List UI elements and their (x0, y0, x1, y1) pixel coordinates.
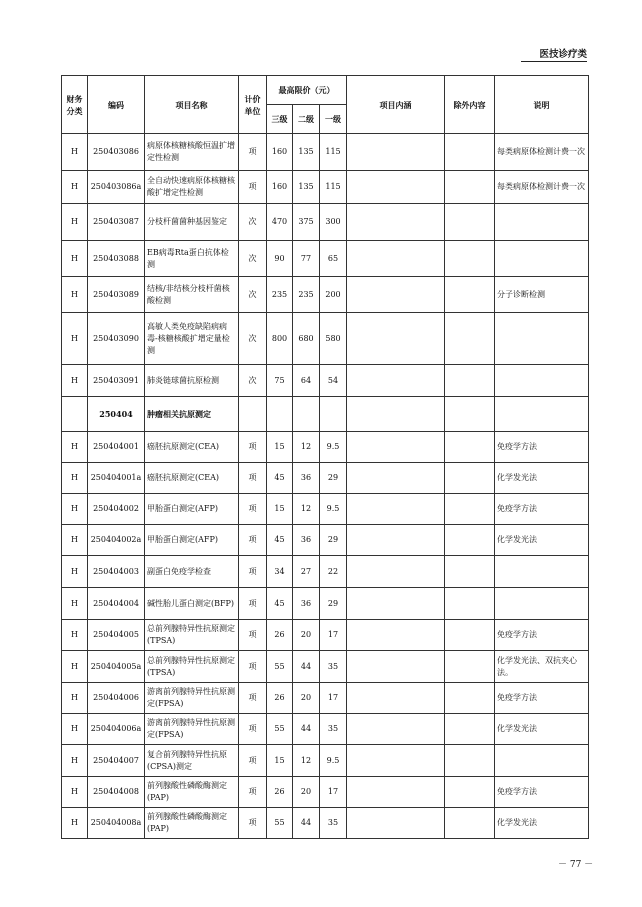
cell-code: 250404001 (88, 432, 145, 463)
cell-price-level2: 12 (293, 494, 320, 525)
cell-price-level3: 45 (267, 525, 293, 556)
cell-notes: 化学发光法 (495, 714, 589, 745)
cell-price-level1: 65 (320, 241, 347, 277)
cell-price-level3: 55 (267, 714, 293, 745)
cell-price-level1: 35 (320, 808, 347, 839)
cell-exclusions (445, 525, 495, 556)
cell-item-name: 碱性胎儿蛋白测定(BFP) (145, 588, 239, 620)
header-level3: 三级 (267, 105, 293, 134)
cell-price-level1: 54 (320, 365, 347, 397)
cell-unit: 次 (239, 277, 267, 313)
cell-code: 250404004 (88, 588, 145, 620)
cell-fin-class: H (62, 204, 88, 241)
cell-fin-class: H (62, 525, 88, 556)
cell-price-level2: 20 (293, 777, 320, 808)
cell-item-name: EB病毒Rta蛋白抗体检测 (145, 241, 239, 277)
cell-code: 250404002 (88, 494, 145, 525)
cell-unit: 次 (239, 313, 267, 365)
cell-notes (495, 204, 589, 241)
table-row (62, 204, 589, 241)
cell-exclusions (445, 494, 495, 525)
cell-price-level2: 36 (293, 525, 320, 556)
cell-item-name: 前列腺酸性磷酸酶测定(PAP) (145, 777, 239, 808)
cell-price-level2: 27 (293, 556, 320, 588)
table-row (62, 241, 589, 277)
cell-item-name: 分枝杆菌菌种基因鉴定 (145, 204, 239, 241)
cell-content (347, 620, 445, 651)
table-row (62, 313, 589, 365)
cell-notes (495, 365, 589, 397)
cell-price-level1: 29 (320, 525, 347, 556)
table-row (62, 432, 589, 463)
cell-price-level3: 26 (267, 777, 293, 808)
cell-exclusions (445, 808, 495, 839)
cell-fin-class: H (62, 745, 88, 777)
cell-unit: 项 (239, 525, 267, 556)
cell-content (347, 313, 445, 365)
cell-content (347, 525, 445, 556)
cell-item-name: 高敏人类免疫缺陷病病毒-核糖核酸扩增定量检测 (145, 313, 239, 365)
fee-table (61, 75, 589, 839)
cell-price-level1: 200 (320, 277, 347, 313)
cell-code: 250403086 (88, 134, 145, 171)
cell-notes (495, 556, 589, 588)
cell-content (347, 463, 445, 494)
cell-fin-class: H (62, 277, 88, 313)
cell-exclusions (445, 313, 495, 365)
cell-unit: 项 (239, 432, 267, 463)
header-unit: 计价单位 (239, 76, 267, 134)
cell-exclusions (445, 277, 495, 313)
cell-item-name: 病原体核糖核酸恒温扩增定性检测 (145, 134, 239, 171)
cell-item-name: 总前列腺特异性抗原测定(TPSA) (145, 651, 239, 683)
cell-content (347, 204, 445, 241)
cell-code: 250403091 (88, 365, 145, 397)
cell-code: 250403088 (88, 241, 145, 277)
cell-notes: 化学发光法 (495, 525, 589, 556)
cell-code: 250404001a (88, 463, 145, 494)
cell-fin-class: H (62, 683, 88, 714)
cell-price-level2: 77 (293, 241, 320, 277)
cell-fin-class: H (62, 714, 88, 745)
cell-fin-class: H (62, 134, 88, 171)
cell-price-level1: 29 (320, 588, 347, 620)
cell-price-level3: 26 (267, 683, 293, 714)
cell-content (347, 651, 445, 683)
cell-fin-class: H (62, 365, 88, 397)
cell-code: 250403089 (88, 277, 145, 313)
cell-price-level1: 9.5 (320, 745, 347, 777)
cell-price-level3: 55 (267, 651, 293, 683)
table-row (62, 525, 589, 556)
header-code: 编码 (88, 76, 145, 134)
cell-notes (495, 745, 589, 777)
cell-item-name: 全自动快速病原体核糖核酸扩增定性检测 (145, 171, 239, 204)
cell-fin-class: H (62, 777, 88, 808)
cell-exclusions (445, 397, 495, 432)
cell-price-level2: 12 (293, 745, 320, 777)
cell-item-name: 结核/非结核分枝杆菌核酸检测 (145, 277, 239, 313)
cell-price-level1: 17 (320, 620, 347, 651)
cell-content (347, 777, 445, 808)
page-category-header: 医技诊疗类 (539, 49, 587, 60)
table-row (62, 556, 589, 588)
cell-exclusions (445, 134, 495, 171)
cell-code: 250403090 (88, 313, 145, 365)
page-number: － 77 － (558, 860, 594, 870)
cell-price-level2: 235 (293, 277, 320, 313)
cell-exclusions (445, 777, 495, 808)
table-row (62, 588, 589, 620)
cell-unit: 项 (239, 745, 267, 777)
cell-unit: 项 (239, 714, 267, 745)
cell-price-level2: 12 (293, 432, 320, 463)
cell-code: 250403087 (88, 204, 145, 241)
cell-content (347, 171, 445, 204)
cell-exclusions (445, 432, 495, 463)
cell-notes: 每类病原体检测计费一次 (495, 134, 589, 171)
table-row (62, 714, 589, 745)
table-row (62, 277, 589, 313)
cell-price-level1: 35 (320, 714, 347, 745)
cell-unit: 次 (239, 204, 267, 241)
cell-content (347, 134, 445, 171)
cell-price-level2: 375 (293, 204, 320, 241)
cell-price-level2 (293, 397, 320, 432)
cell-price-level3: 34 (267, 556, 293, 588)
cell-fin-class: H (62, 651, 88, 683)
cell-price-level3: 15 (267, 494, 293, 525)
cell-price-level3: 235 (267, 277, 293, 313)
cell-price-level1: 29 (320, 463, 347, 494)
table-row (62, 171, 589, 204)
cell-exclusions (445, 588, 495, 620)
cell-unit: 项 (239, 588, 267, 620)
cell-notes: 免疫学方法 (495, 432, 589, 463)
cell-price-level3: 160 (267, 134, 293, 171)
table-row (62, 494, 589, 525)
section-row (62, 397, 589, 432)
cell-fin-class: H (62, 241, 88, 277)
cell-unit: 次 (239, 365, 267, 397)
cell-unit: 项 (239, 620, 267, 651)
cell-notes: 化学发光法 (495, 463, 589, 494)
cell-item-name: 肿瘤相关抗原测定 (145, 397, 239, 432)
cell-code: 250404007 (88, 745, 145, 777)
header-rule (521, 61, 587, 62)
cell-fin-class: H (62, 556, 88, 588)
table-row (62, 745, 589, 777)
cell-notes: 免疫学方法 (495, 620, 589, 651)
cell-fin-class: H (62, 313, 88, 365)
cell-price-level1: 115 (320, 171, 347, 204)
cell-code: 250404006a (88, 714, 145, 745)
table-row (62, 777, 589, 808)
table-header-row (62, 76, 589, 105)
cell-code: 250404002a (88, 525, 145, 556)
cell-unit (239, 397, 267, 432)
cell-code: 250403086a (88, 171, 145, 204)
cell-exclusions (445, 241, 495, 277)
cell-content (347, 494, 445, 525)
cell-price-level1: 22 (320, 556, 347, 588)
cell-item-name: 肺炎链球菌抗原检测 (145, 365, 239, 397)
cell-price-level3: 160 (267, 171, 293, 204)
cell-price-level3: 800 (267, 313, 293, 365)
cell-exclusions (445, 463, 495, 494)
cell-item-name: 总前列腺特异性抗原测定(TPSA) (145, 620, 239, 651)
cell-price-level3: 45 (267, 588, 293, 620)
table-row (62, 683, 589, 714)
cell-price-level2: 44 (293, 651, 320, 683)
cell-price-level1: 17 (320, 777, 347, 808)
cell-exclusions (445, 365, 495, 397)
cell-price-level1: 115 (320, 134, 347, 171)
table-row (62, 620, 589, 651)
cell-fin-class: H (62, 432, 88, 463)
cell-notes: 每类病原体检测计费一次 (495, 171, 589, 204)
cell-unit: 项 (239, 494, 267, 525)
header-notes: 说明 (495, 76, 589, 134)
cell-exclusions (445, 745, 495, 777)
cell-price-level3: 55 (267, 808, 293, 839)
cell-content (347, 714, 445, 745)
cell-notes: 免疫学方法 (495, 777, 589, 808)
cell-item-name: 癌胚抗原测定(CEA) (145, 432, 239, 463)
cell-price-level3: 470 (267, 204, 293, 241)
table-row (62, 808, 589, 839)
cell-item-name: 游离前列腺特异性抗原测定(FPSA) (145, 714, 239, 745)
cell-item-name: 游离前列腺特异性抗原测定(FPSA) (145, 683, 239, 714)
cell-code: 250404005 (88, 620, 145, 651)
cell-content (347, 683, 445, 714)
cell-item-name: 前列腺酸性磷酸酶测定(PAP) (145, 808, 239, 839)
header-max-price: 最高限价（元） (267, 76, 347, 105)
cell-notes: 化学发光法 (495, 808, 589, 839)
cell-price-level1: 17 (320, 683, 347, 714)
cell-price-level2: 135 (293, 171, 320, 204)
cell-exclusions (445, 620, 495, 651)
header-level1: 一级 (320, 105, 347, 134)
cell-price-level3: 15 (267, 432, 293, 463)
cell-unit: 次 (239, 241, 267, 277)
cell-fin-class: H (62, 588, 88, 620)
cell-content (347, 365, 445, 397)
cell-notes: 化学发光法、双抗夹心法。 (495, 651, 589, 683)
cell-price-level2: 135 (293, 134, 320, 171)
cell-exclusions (445, 683, 495, 714)
cell-content (347, 588, 445, 620)
cell-code: 250404005a (88, 651, 145, 683)
cell-price-level2: 64 (293, 365, 320, 397)
cell-price-level1: 580 (320, 313, 347, 365)
cell-price-level1: 300 (320, 204, 347, 241)
cell-price-level1: 9.5 (320, 432, 347, 463)
cell-fin-class: H (62, 494, 88, 525)
cell-price-level3: 26 (267, 620, 293, 651)
cell-price-level1: 9.5 (320, 494, 347, 525)
header-fin-class: 财务分类 (62, 76, 88, 134)
cell-price-level1: 35 (320, 651, 347, 683)
cell-price-level3 (267, 397, 293, 432)
cell-price-level2: 20 (293, 620, 320, 651)
header-exclusions: 除外内容 (445, 76, 495, 134)
cell-price-level3: 75 (267, 365, 293, 397)
cell-fin-class: H (62, 620, 88, 651)
cell-code: 250404008 (88, 777, 145, 808)
cell-code: 250404 (88, 397, 145, 432)
table-row (62, 463, 589, 494)
cell-unit: 项 (239, 683, 267, 714)
header-item-name: 项目名称 (145, 76, 239, 134)
cell-content (347, 277, 445, 313)
cell-item-name: 副蛋白免疫学检查 (145, 556, 239, 588)
cell-unit: 项 (239, 651, 267, 683)
cell-item-name: 复合前列腺特异性抗原(CPSA)测定 (145, 745, 239, 777)
cell-unit: 项 (239, 808, 267, 839)
cell-content (347, 556, 445, 588)
cell-exclusions (445, 651, 495, 683)
cell-content (347, 808, 445, 839)
header-level2: 二级 (293, 105, 320, 134)
cell-price-level2: 44 (293, 714, 320, 745)
cell-exclusions (445, 556, 495, 588)
cell-price-level2: 36 (293, 588, 320, 620)
cell-unit: 项 (239, 134, 267, 171)
cell-price-level3: 45 (267, 463, 293, 494)
cell-fin-class: H (62, 463, 88, 494)
cell-fin-class: H (62, 171, 88, 204)
cell-unit: 项 (239, 777, 267, 808)
cell-price-level1 (320, 397, 347, 432)
cell-notes: 免疫学方法 (495, 494, 589, 525)
cell-fin-class (62, 397, 88, 432)
cell-price-level2: 44 (293, 808, 320, 839)
cell-unit: 项 (239, 171, 267, 204)
cell-price-level2: 680 (293, 313, 320, 365)
cell-exclusions (445, 204, 495, 241)
cell-item-name: 甲胎蛋白测定(AFP) (145, 525, 239, 556)
cell-content (347, 745, 445, 777)
cell-item-name: 甲胎蛋白测定(AFP) (145, 494, 239, 525)
cell-notes (495, 397, 589, 432)
cell-price-level2: 36 (293, 463, 320, 494)
cell-content (347, 432, 445, 463)
cell-unit: 项 (239, 556, 267, 588)
cell-content (347, 397, 445, 432)
cell-exclusions (445, 171, 495, 204)
table-row (62, 134, 589, 171)
cell-code: 250404008a (88, 808, 145, 839)
cell-item-name: 癌胚抗原测定(CEA) (145, 463, 239, 494)
cell-price-level2: 20 (293, 683, 320, 714)
cell-code: 250404003 (88, 556, 145, 588)
cell-unit: 项 (239, 463, 267, 494)
cell-fin-class: H (62, 808, 88, 839)
cell-code: 250404006 (88, 683, 145, 714)
cell-notes (495, 313, 589, 365)
header-content: 项目内涵 (347, 76, 445, 134)
cell-notes (495, 588, 589, 620)
table-row (62, 365, 589, 397)
cell-notes: 免疫学方法 (495, 683, 589, 714)
cell-notes: 分子诊断检测 (495, 277, 589, 313)
cell-price-level3: 15 (267, 745, 293, 777)
table-row (62, 651, 589, 683)
cell-exclusions (445, 714, 495, 745)
cell-price-level3: 90 (267, 241, 293, 277)
cell-content (347, 241, 445, 277)
cell-notes (495, 241, 589, 277)
